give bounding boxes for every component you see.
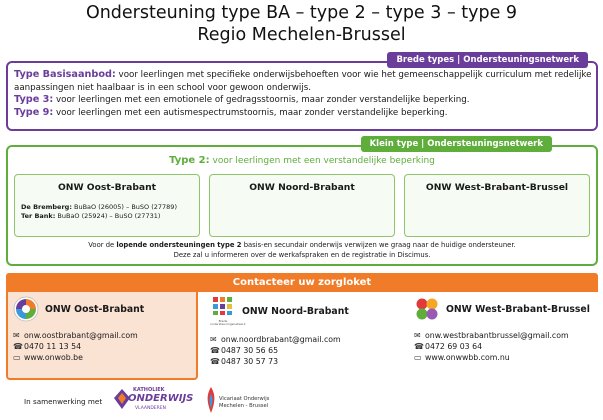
title-line-2: Regio Mechelen-Brussel [197, 25, 406, 45]
contact-header: Contacteer uw zorgloket [6, 273, 598, 292]
type-basisaanbod-text: Type Basisaanbod: voor leerlingen met specifieke onderwijsbehoeften voor wie het gemeenschappelijk curriculum met redelijke aanpassingen niet haalbaar is in een school voor gewoon onderwijs. [14, 69, 592, 93]
phone-icon: ☎ [414, 342, 424, 351]
vicariaat-onderwijs-logo: Vicariaat Onderwijs Mechelen - Brussel [205, 386, 285, 416]
contact-onw-noord-brabant [210, 296, 349, 367]
type-2-note: Voor de lopende ondersteuningen type 2 basis-en secundair onderwijs verwijzen we graag naar de huidige ondersteuner. Deze zal u informeren over de werkafspraken en de registratie in Discimus. [88, 241, 516, 259]
contact-onw-west-brabant-brussel [414, 296, 590, 363]
klein-type-panel [6, 139, 598, 266]
onw-noord-brabant-logo: Brede ondersteuningsnetwerk [210, 296, 236, 326]
onw-west-brabant-brussel-logo [414, 296, 440, 322]
phone-icon: ☎ [210, 357, 220, 366]
title-line-1: Ondersteuning type BA – type 2 – type 3 – type 9 [85, 3, 518, 23]
grid-logo-icon [212, 296, 234, 316]
phone-icon: ☎ [13, 342, 23, 351]
envelope-icon: ✉ [13, 331, 20, 340]
type-3-label: Type 3: [14, 94, 54, 105]
contact-name: ONW Oost-Brabant [45, 303, 145, 315]
footer-label: In samenwerking met [24, 397, 103, 406]
phone-icon: ☎ [210, 346, 220, 355]
contact-website[interactable]: www.onwwbb.com.nu [425, 353, 510, 362]
katholiek-onderwijs-logo: KATHOLIEK ONDERWIJS VLAANDEREN [113, 386, 185, 414]
type-basisaanbod-label: Type Basisaanbod: [14, 69, 116, 80]
contact-onw-oost-brabant [13, 296, 144, 363]
type-2-heading: Type 2: voor leerlingen met een verstandelijke beperking [169, 155, 435, 166]
card-onw-west-brabant-brussel [404, 174, 590, 237]
contact-email[interactable]: onw.westbrabantbrussel@gmail.com [425, 331, 569, 340]
card-title: ONW Noord-Brabant [249, 182, 355, 193]
page-title [0, 2, 603, 46]
card-onw-noord-brabant [209, 174, 395, 237]
brede-types-tab: Brede types | Ondersteuningsnetwerk [387, 52, 588, 68]
contact-email[interactable]: onw.oostbrabant@gmail.com [24, 331, 138, 340]
vicariaat-flame-icon [205, 386, 217, 414]
contact-phone[interactable]: 0472 69 03 64 [425, 342, 483, 351]
onw-oost-brabant-logo [13, 296, 39, 322]
contact-name: ONW West-Brabant-Brussel [446, 303, 590, 315]
type-9-text: Type 9: voor leerlingen met een autismespectrumstoornis, maar zonder verstandelijke beperking. [14, 106, 448, 118]
monitor-icon: ▭ [414, 353, 422, 362]
contact-phone[interactable]: 0487 30 57 73 [221, 357, 279, 366]
contact-phone[interactable]: 0470 11 13 54 [24, 342, 82, 351]
contact-email[interactable]: onw.noordbrabant@gmail.com [221, 335, 341, 344]
card-onw-oost-brabant [14, 174, 200, 237]
contact-website[interactable]: www.onwob.be [24, 353, 83, 362]
card-title: ONW Oost-Brabant [57, 182, 157, 193]
school-line: De Bremberg: BuBaO (26005) – BuSO (27789) [21, 203, 177, 211]
klein-type-tab: Klein type | Ondersteuningsnetwerk [361, 136, 552, 152]
brede-types-panel [6, 55, 598, 131]
monitor-icon: ▭ [13, 353, 21, 362]
type-9-label: Type 9: [14, 106, 54, 118]
contact-phone[interactable]: 0487 30 56 65 [221, 346, 279, 355]
school-line: Ter Bank: BuBaO (25924) – BuSO (27731) [21, 212, 161, 220]
envelope-icon: ✉ [414, 331, 421, 340]
card-title: ONW West-Brabant-Brussel [425, 182, 569, 193]
contact-name: ONW Noord-Brabant [242, 305, 349, 317]
type-3-text: Type 3: voor leerlingen met een emotionele of gedragsstoornis, maar zonder verstandelijke beperking. [14, 94, 470, 105]
envelope-icon: ✉ [210, 335, 217, 344]
